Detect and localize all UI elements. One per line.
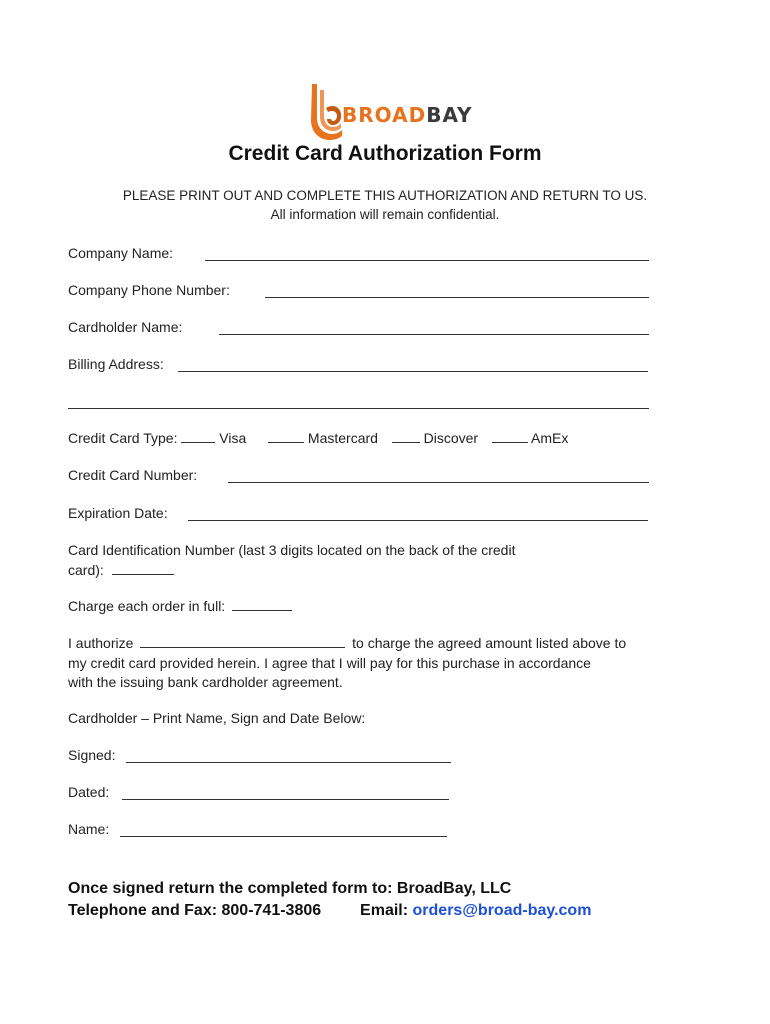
logo-text-broad: BROAD	[342, 103, 427, 127]
company-phone-field[interactable]	[265, 297, 649, 298]
mastercard-label: Mastercard	[307, 430, 378, 446]
discover-checkbox[interactable]	[392, 442, 420, 443]
authorization-line-2: my credit card provided herein. I agree that I will pay for this purchase in accordance	[68, 654, 591, 671]
signed-label: Signed:	[68, 747, 116, 763]
amex-checkbox[interactable]	[492, 442, 528, 443]
phone-fax: Telephone and Fax: 800-741-3806	[68, 902, 322, 919]
visa-checkbox[interactable]	[181, 442, 215, 443]
billing-address-field-line-2[interactable]	[68, 408, 649, 409]
authorization-prefix: I authorize	[68, 635, 134, 651]
dated-label: Dated:	[68, 784, 110, 800]
charge-row	[68, 598, 292, 614]
company-name-label: Company Name:	[68, 245, 174, 261]
cid-label-line-2	[68, 562, 174, 578]
visa-label: Visa	[219, 430, 247, 446]
contact-row	[68, 902, 591, 920]
name-field[interactable]	[120, 836, 447, 837]
cardholder-name-label: Cardholder Name:	[68, 319, 183, 335]
signature-heading: Cardholder – Print Name, Sign and Date Below:	[68, 710, 366, 726]
discover-label: Discover	[423, 430, 479, 446]
cid-label-suffix: card):	[68, 562, 104, 578]
authorized-party-field[interactable]	[140, 647, 345, 648]
authorization-paragraph	[68, 634, 708, 693]
broadbay-logo	[308, 82, 508, 140]
email-link[interactable]: orders@broad-bay.com	[412, 902, 592, 919]
mastercard-checkbox[interactable]	[268, 442, 304, 443]
card-type-label: Credit Card Type:	[68, 430, 178, 446]
authorization-line-1-suffix: to charge the agreed amount listed above to	[352, 635, 627, 651]
logo-wordmark	[342, 103, 473, 127]
billing-address-label: Billing Address:	[68, 356, 164, 372]
signed-field[interactable]	[126, 762, 451, 763]
name-label: Name:	[68, 821, 110, 837]
billing-address-field[interactable]	[178, 371, 648, 372]
charge-field[interactable]	[232, 610, 292, 611]
company-name-field[interactable]	[205, 260, 649, 261]
expiration-date-label: Expiration Date:	[68, 505, 168, 521]
card-number-field[interactable]	[228, 482, 649, 483]
cardholder-name-field[interactable]	[219, 334, 649, 335]
dated-field[interactable]	[122, 799, 449, 800]
authorization-line-3: with the issuing bank cardholder agreement.	[68, 674, 343, 690]
authorization-line-1	[68, 634, 708, 654]
return-instructions: Once signed return the completed form to: BroadBay, LLC	[68, 880, 512, 897]
logo-text-bay: BAY	[426, 103, 473, 127]
cid-label-line-1: Card Identification Number (last 3 digits located on the back of the credit	[68, 542, 516, 558]
expiration-date-field[interactable]	[188, 520, 648, 521]
company-phone-label: Company Phone Number:	[68, 282, 230, 298]
charge-label: Charge each order in full:	[68, 598, 226, 614]
instructions-line-2: All information will remain confidential.	[270, 207, 500, 222]
cid-field[interactable]	[112, 574, 174, 575]
card-number-label: Credit Card Number:	[68, 467, 198, 483]
form-title: Credit Card Authorization Form	[228, 142, 542, 165]
amex-label: AmEx	[530, 430, 569, 446]
instructions-line-1: PLEASE PRINT OUT AND COMPLETE THIS AUTHORIZATION AND RETURN TO US.	[122, 188, 648, 203]
card-type-row	[68, 430, 568, 446]
email-label: Email:	[360, 902, 409, 919]
broadbay-logo-mark-icon	[308, 82, 344, 140]
